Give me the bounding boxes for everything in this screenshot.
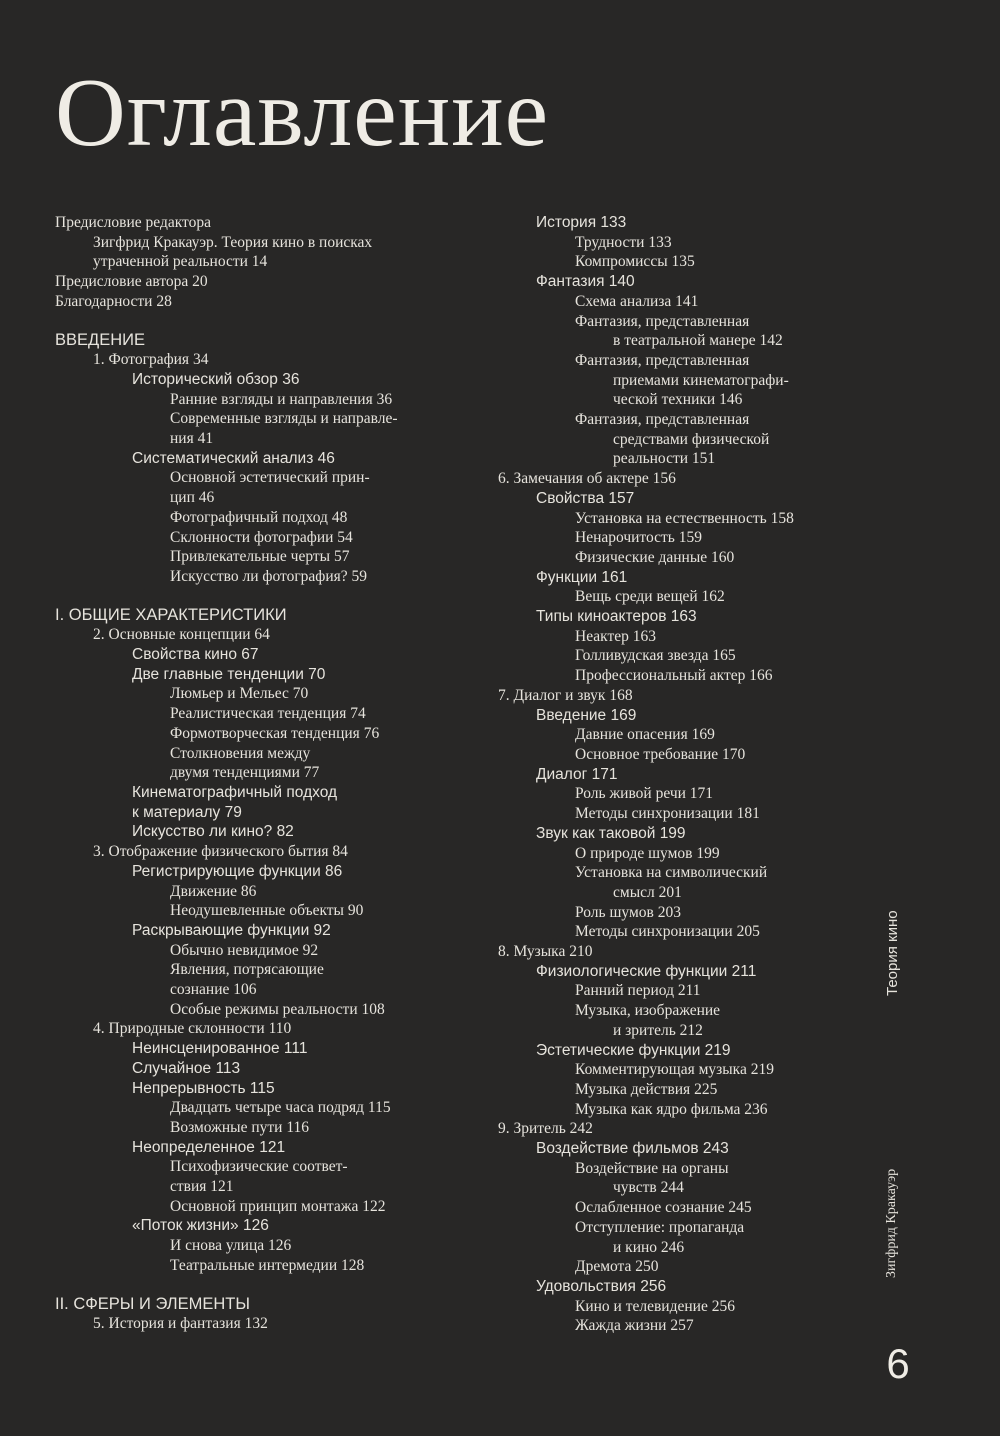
toc-entry: в театральной манере 142 (613, 332, 783, 350)
toc-entry: Движение 86 (170, 882, 257, 900)
toc-entry: Кино и телевидение 256 (575, 1297, 735, 1315)
toc-entry: Введение 169 (536, 706, 637, 724)
toc-entry: Голливудская звезда 165 (575, 647, 736, 665)
toc-entry: Воздействие на органы (575, 1159, 729, 1177)
toc-entry: Театральные интермедии 128 (170, 1256, 365, 1274)
running-head-author: Зигфрид Кракауэр (884, 1168, 899, 1278)
toc-entry: Комментирующая музыка 219 (575, 1061, 774, 1079)
toc-entry: Основной эстетический прин- (170, 469, 370, 487)
toc-entry: Роль шумов 203 (575, 903, 681, 921)
toc-entry: 6. Замечания об актере 156 (498, 470, 676, 488)
toc-entry: Столкновения между (170, 744, 311, 762)
toc-entry: Благодарности 28 (55, 292, 172, 310)
toc-entry: средствами физической (613, 430, 770, 448)
toc-entry: Современные взгляды и направле- (170, 410, 398, 428)
toc-entry: 2. Основные концепции 64 (93, 626, 270, 644)
toc-section-heading: II. СФЕРЫ И ЭЛЕМЕНТЫ (55, 1294, 250, 1313)
toc-entry: Фантазия 140 (536, 273, 635, 291)
toc-entry: Раскрывающие функции 92 (132, 921, 331, 939)
toc-entry: 7. Диалог и звук 168 (498, 686, 633, 704)
toc-entry: Методы синхронизации 181 (575, 805, 760, 823)
toc-entry: Звук как таковой 199 (536, 824, 686, 842)
toc-entry: Профессиональный актер 166 (575, 667, 773, 685)
toc-entry: Физические данные 160 (575, 548, 735, 566)
toc-entry: Особые режимы реальности 108 (170, 1000, 385, 1018)
toc-entry: Обычно невидимое 92 (170, 941, 319, 959)
toc-entry: Музыка действия 225 (575, 1080, 718, 1098)
page-title: Оглавление (55, 59, 550, 167)
toc-section-heading: I. ОБЩИЕ ХАРАКТЕРИСТИКИ (55, 605, 287, 624)
toc-entry: Музыка, изображение (575, 1002, 721, 1020)
toc-entry: Свойства кино 67 (132, 646, 259, 664)
toc-entry: Свойства 157 (536, 489, 635, 507)
toc-entry: Регистрирующие функции 86 (132, 862, 343, 880)
toc-entry: Отступление: пропаганда (575, 1218, 745, 1236)
toc-entry: Формотворческая тенденция 76 (170, 724, 380, 742)
toc-entry: ния 41 (170, 430, 214, 448)
page-number: 6 (886, 1340, 910, 1387)
toc-entry: Фотографичный подход 48 (170, 508, 348, 526)
toc-entry: Функции 161 (536, 568, 628, 586)
toc-entry: «Поток жизни» 126 (132, 1217, 269, 1235)
toc-entry: Люмьер и Мельес 70 (170, 685, 309, 703)
running-head-book-title: Теория кино (884, 910, 901, 996)
toc-entry: Типы киноактеров 163 (536, 608, 697, 626)
toc-entry: ческой техники 146 (613, 391, 743, 409)
toc-entry: Ненарочитость 159 (575, 529, 702, 547)
toc-entry: и кино 246 (613, 1238, 685, 1256)
toc-entry: ствия 121 (170, 1178, 234, 1196)
toc-entry: Явления, потрясающие (170, 961, 324, 979)
toc-entry: Ранние взгляды и направления 36 (170, 390, 393, 408)
toc-entry: Фантазия, представленная (575, 312, 750, 330)
toc-entry: 4. Природные склонности 110 (93, 1020, 292, 1038)
toc-entry: Искусство ли фотография? 59 (170, 567, 368, 585)
toc-entry: Ослабленное сознание 245 (575, 1199, 752, 1217)
toc-entry: История 133 (536, 214, 627, 231)
toc-entry: Неодушевленные объекты 90 (170, 902, 364, 920)
toc-entry: Роль живой речи 171 (575, 785, 714, 803)
toc-entry: Установка на естественность 158 (575, 509, 794, 527)
toc-entry: 9. Зритель 242 (498, 1120, 593, 1138)
toc-entry: Диалог 171 (536, 765, 618, 783)
toc-entry: Давние опасения 169 (575, 726, 715, 744)
toc-entry: сознание 106 (170, 981, 257, 999)
toc-entry: Предисловие автора 20 (55, 273, 208, 291)
toc-entry: Жажда жизни 257 (575, 1317, 694, 1335)
toc-entry: Психофизические соответ- (170, 1158, 348, 1176)
toc-entry: Основное требование 170 (575, 745, 746, 763)
toc-entry: Две главные тенденции 70 (132, 665, 326, 683)
toc-entry: Установка на символический (575, 864, 768, 882)
toc-entry: Привлекательные черты 57 (170, 548, 350, 566)
toc-entry: Методы синхронизации 205 (575, 923, 760, 941)
toc-spacer (55, 1276, 495, 1295)
toc-entry: И снова улица 126 (170, 1237, 292, 1255)
toc-entry: двумя тенденциями 77 (170, 764, 320, 782)
toc-entry: Вещь среди вещей 162 (575, 588, 725, 606)
toc-entry: Систематический анализ 46 (132, 449, 335, 467)
toc-entry: Возможные пути 116 (170, 1118, 310, 1136)
toc-entry: Предисловие редактора (55, 214, 211, 231)
toc-section-heading: ВВЕДЕНИЕ (55, 330, 145, 349)
toc-entry: утраченной реальности 14 (93, 253, 268, 271)
toc-entry: Фантазия, представленная (575, 411, 750, 429)
toc-entry: реальности 151 (613, 450, 716, 468)
toc-entry: Зигфрид Кракауэр. Теория кино в поисках (93, 233, 373, 251)
toc-entry: Случайное 113 (132, 1059, 241, 1077)
toc-entry: Фантазия, представленная (575, 351, 750, 369)
toc-entry: Ранний период 211 (575, 982, 701, 1000)
toc-entry: Кинематографичный подход (132, 783, 338, 801)
toc-entry: 1. Фотография 34 (93, 351, 209, 369)
toc-entry: Неопределенное 121 (132, 1138, 286, 1156)
toc-entry: смысл 201 (613, 883, 682, 901)
toc-entry: Искусство ли кино? 82 (132, 823, 294, 841)
toc-entry: цип 46 (170, 489, 215, 507)
toc-left-column (55, 213, 495, 1334)
toc-entry: Исторический обзор 36 (132, 370, 300, 388)
toc-entry: и зритель 212 (613, 1021, 703, 1039)
toc-entry: Неактер 163 (575, 627, 656, 645)
toc-entry: Удовольствия 256 (536, 1277, 667, 1295)
toc-entry: Двадцать четыре часа подряд 115 (170, 1099, 391, 1117)
toc-entry: 3. Отображение физического бытия 84 (93, 843, 348, 861)
toc-entry: Непрерывность 115 (132, 1079, 275, 1097)
toc-entry: чувств 244 (613, 1179, 684, 1197)
toc-spacer (55, 587, 495, 606)
toc-entry: Компромиссы 135 (575, 253, 695, 271)
toc-entry: к материалу 79 (132, 803, 242, 821)
toc-entry: 8. Музыка 210 (498, 943, 593, 961)
toc-entry: Физиологические функции 211 (536, 962, 757, 980)
toc-entry: Схема анализа 141 (575, 292, 699, 310)
toc-entry: Склонности фотографии 54 (170, 528, 353, 546)
toc-entry: приемами кинематографи- (613, 371, 789, 389)
toc-entry: Реалистическая тенденция 74 (170, 705, 366, 723)
toc-entry: Трудности 133 (575, 233, 672, 251)
toc-right-column (498, 213, 858, 1336)
toc-entry: О природе шумов 199 (575, 844, 720, 862)
toc-entry: Основной принцип монтажа 122 (170, 1197, 386, 1215)
toc-spacer (55, 312, 495, 331)
toc-entry: Эстетические функции 219 (536, 1041, 731, 1059)
toc-entry: Музыка как ядро фильма 236 (575, 1100, 768, 1118)
toc-entry: 5. История и фантазия 132 (93, 1315, 268, 1333)
toc-entry: Воздействие фильмов 243 (536, 1140, 729, 1158)
toc-entry: Неинсценированное 111 (132, 1040, 308, 1058)
toc-entry: Дремота 250 (575, 1258, 659, 1276)
